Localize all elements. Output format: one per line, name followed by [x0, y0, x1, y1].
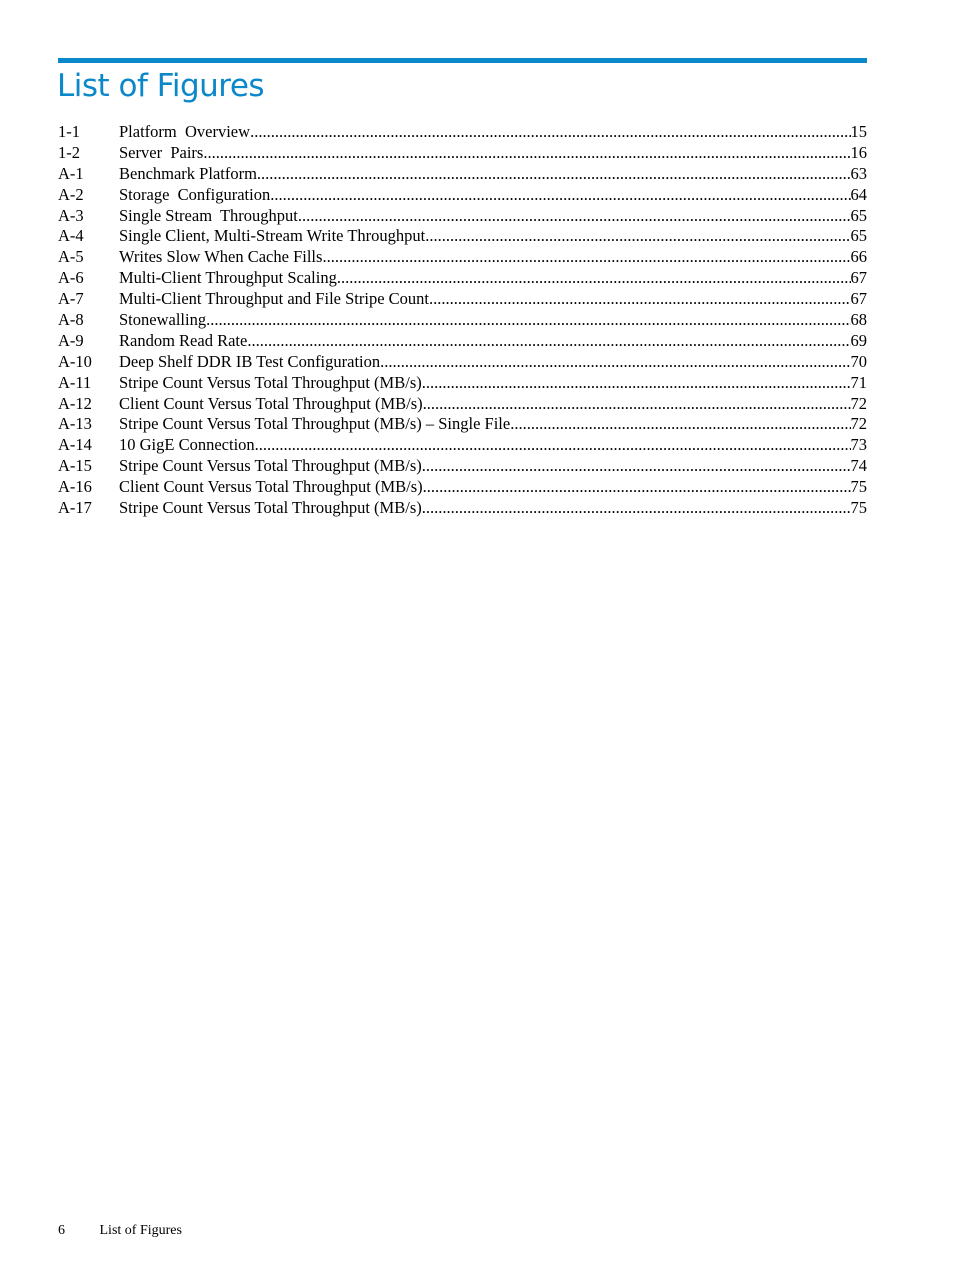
figure-number: A-5: [58, 247, 84, 267]
figure-title[interactable]: Client Count Versus Total Throughput (MB/s): [119, 393, 423, 413]
figure-title[interactable]: Server Pairs: [119, 142, 204, 162]
figure-entry[interactable]: [58, 373, 867, 394]
dot-leader: [422, 498, 851, 519]
figure-entry[interactable]: [58, 352, 867, 373]
figure-entry[interactable]: [58, 206, 867, 227]
dot-leader: [270, 185, 850, 206]
dot-leader: [422, 456, 851, 477]
figure-number: 1-1: [58, 122, 80, 141]
figure-page-number[interactable]: 64: [850, 184, 867, 204]
figure-entry[interactable]: [58, 122, 867, 143]
figure-entry[interactable]: [58, 247, 867, 268]
dot-leader: [510, 414, 850, 435]
figure-entry[interactable]: [58, 289, 867, 310]
figure-entry[interactable]: [58, 143, 867, 164]
figure-number: A-11: [58, 372, 92, 392]
dot-leader: [380, 352, 850, 373]
figure-entry[interactable]: [58, 268, 867, 289]
figure-number: A-8: [58, 310, 84, 330]
figure-number: A-16: [58, 477, 92, 497]
figure-page-number[interactable]: 70: [850, 351, 867, 371]
dot-leader: [255, 435, 851, 456]
figure-page-number[interactable]: 68: [850, 310, 867, 330]
figure-number: A-1: [58, 163, 84, 183]
figure-page-number[interactable]: 63: [850, 163, 867, 183]
figure-page-number[interactable]: 16: [850, 142, 867, 162]
figure-title[interactable]: Single Stream Throughput: [119, 205, 298, 225]
figure-page-number[interactable]: 15: [850, 122, 867, 141]
figure-title[interactable]: Multi-Client Throughput and File Stripe Count: [119, 289, 429, 309]
figure-number: A-14: [58, 435, 92, 455]
figure-title[interactable]: Platform Overview: [119, 122, 251, 141]
figure-entry[interactable]: [58, 310, 867, 331]
figure-title[interactable]: Multi-Client Throughput Scaling: [119, 268, 337, 288]
dot-leader: [206, 310, 850, 331]
figure-page-number[interactable]: 66: [850, 247, 867, 267]
figure-title[interactable]: Stripe Count Versus Total Throughput (MB/s) – Single File: [119, 414, 511, 434]
figure-entry[interactable]: [58, 414, 867, 435]
figure-page-number[interactable]: 75: [850, 477, 867, 497]
dot-leader: [337, 268, 851, 289]
footer-page-number: 6: [58, 1223, 65, 1238]
figure-entry[interactable]: [58, 226, 867, 247]
figure-title[interactable]: Stripe Count Versus Total Throughput (MB/s): [119, 498, 422, 518]
dot-leader: [203, 143, 850, 164]
dot-leader: [298, 206, 851, 227]
figure-title[interactable]: Random Read Rate: [119, 330, 248, 350]
dot-leader: [423, 477, 851, 498]
figure-entry[interactable]: [58, 185, 867, 206]
figure-number: A-13: [58, 414, 92, 434]
page-title: List of Figures: [57, 68, 265, 104]
figure-entry[interactable]: [58, 164, 867, 185]
figure-entry[interactable]: [58, 394, 867, 415]
figure-title[interactable]: Client Count Versus Total Throughput (MB/s): [119, 477, 423, 497]
figure-number: A-10: [58, 351, 92, 371]
figure-title[interactable]: Stripe Count Versus Total Throughput (MB/s): [119, 372, 422, 392]
figure-entry[interactable]: [58, 331, 867, 352]
figure-title[interactable]: Writes Slow When Cache Fills: [119, 247, 323, 267]
figure-page-number[interactable]: 75: [850, 498, 867, 518]
dot-leader: [423, 394, 851, 415]
dot-leader: [429, 289, 851, 310]
figure-page-number[interactable]: 69: [850, 330, 867, 350]
figure-title[interactable]: Stonewalling: [119, 310, 207, 330]
figure-number: A-3: [58, 205, 84, 225]
figure-title[interactable]: Single Client, Multi-Stream Write Throughput: [119, 226, 426, 246]
dot-leader: [422, 373, 851, 394]
figure-page-number[interactable]: 73: [850, 435, 867, 455]
figure-page-number[interactable]: 74: [850, 456, 867, 476]
figure-number: A-7: [58, 289, 84, 309]
figure-page-number[interactable]: 67: [850, 289, 867, 309]
figure-entry[interactable]: [58, 456, 867, 477]
figure-number: A-6: [58, 268, 84, 288]
figure-number: A-12: [58, 393, 92, 413]
figure-title[interactable]: Deep Shelf DDR IB Test Configuration: [119, 351, 381, 371]
footer-section-title: List of Figures: [99, 1223, 182, 1238]
figure-number: A-17: [58, 498, 92, 518]
dot-leader: [250, 122, 850, 143]
figure-number: A-2: [58, 184, 84, 204]
dot-leader: [425, 226, 850, 247]
figure-page-number[interactable]: 67: [850, 268, 867, 288]
dot-leader: [247, 331, 850, 352]
figure-number: 1-2: [58, 142, 80, 162]
figure-entry[interactable]: [58, 477, 867, 498]
figure-page-number[interactable]: 65: [850, 205, 867, 225]
page-footer: [58, 1222, 182, 1240]
figure-number: A-9: [58, 330, 84, 350]
title-rule: [58, 58, 867, 63]
figure-title[interactable]: Stripe Count Versus Total Throughput (MB/s): [119, 456, 422, 476]
figure-title[interactable]: 10 GigE Connection: [119, 435, 255, 455]
figure-page-number[interactable]: 72: [850, 393, 867, 413]
figure-page-number[interactable]: 65: [850, 226, 867, 246]
figure-entry[interactable]: [58, 435, 867, 456]
figure-number: A-15: [58, 456, 92, 476]
figures-list: [58, 122, 867, 519]
figure-title[interactable]: Benchmark Platform: [119, 163, 257, 183]
dot-leader: [322, 247, 850, 268]
dot-leader: [257, 164, 851, 185]
figure-entry[interactable]: [58, 498, 867, 519]
figure-title[interactable]: Storage Configuration: [119, 184, 271, 204]
figure-page-number[interactable]: 72: [850, 414, 867, 434]
figure-number: A-4: [58, 226, 84, 246]
figure-page-number[interactable]: 71: [850, 372, 867, 392]
